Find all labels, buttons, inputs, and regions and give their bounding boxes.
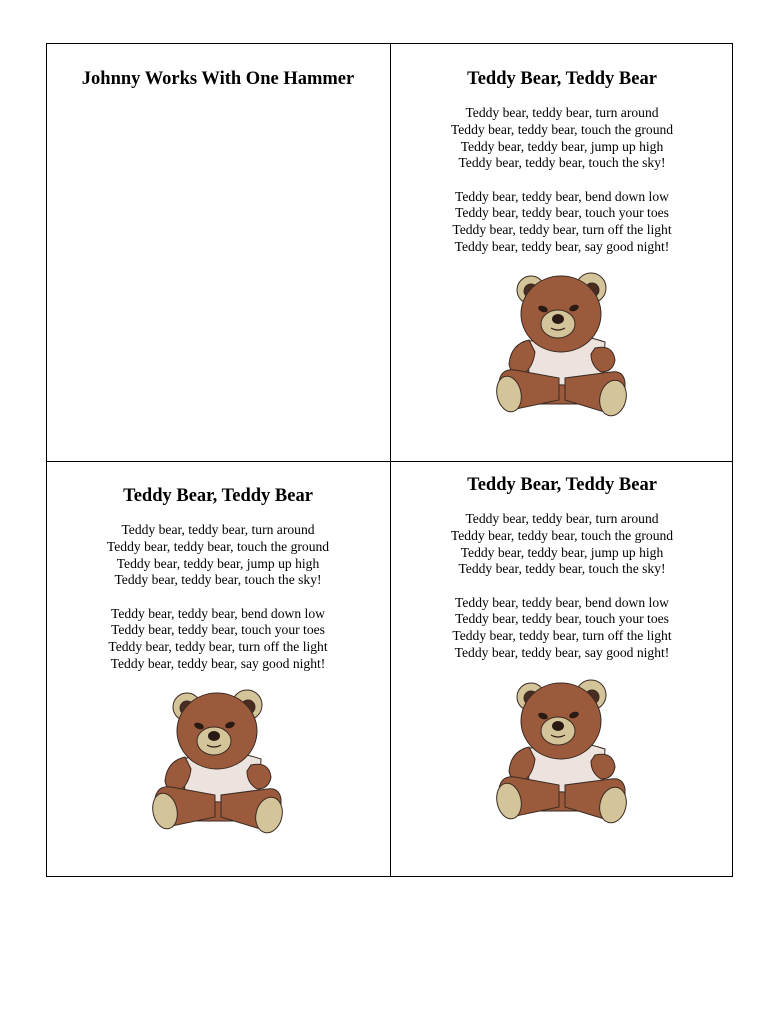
verse-line: Teddy bear, teddy bear, turn off the light bbox=[108, 639, 328, 655]
card-title: Teddy Bear, Teddy Bear bbox=[123, 486, 313, 506]
verse-line: Teddy bear, teddy bear, touch the sky! bbox=[458, 155, 666, 171]
verse-1 bbox=[391, 105, 733, 172]
verse-line: Teddy bear, teddy bear, say good night! bbox=[110, 656, 326, 672]
verse-line: Teddy bear, teddy bear, turn off the light bbox=[452, 222, 672, 238]
verse-line: Teddy bear, teddy bear, touch the sky! bbox=[114, 572, 322, 588]
verse-line: Teddy bear, teddy bear, touch your toes bbox=[455, 611, 669, 627]
card-bottom-left bbox=[47, 462, 389, 841]
card-title: Johnny Works With One Hammer bbox=[81, 69, 355, 89]
card-bottom-right bbox=[391, 462, 733, 831]
verse-line: Teddy bear, teddy bear, jump up high bbox=[460, 138, 664, 154]
verse-line: Teddy bear, teddy bear, turn around bbox=[465, 511, 659, 526]
card-title: Teddy Bear, Teddy Bear bbox=[467, 475, 657, 495]
verse-line: Teddy bear, teddy bear, say good night! bbox=[454, 645, 670, 661]
card-title: Teddy Bear, Teddy Bear bbox=[467, 69, 657, 89]
verse-line: Teddy bear, teddy bear, say good night! bbox=[454, 239, 670, 255]
verse-line: Teddy bear, teddy bear, touch your toes bbox=[455, 205, 669, 221]
verse-line: Teddy bear, teddy bear, touch the sky! bbox=[458, 561, 666, 577]
teddy-bear-image bbox=[495, 272, 629, 424]
verse-line: Teddy bear, teddy bear, turn off the light bbox=[452, 628, 672, 644]
verse-2 bbox=[391, 595, 733, 662]
verse-line: Teddy bear, teddy bear, bend down low bbox=[455, 594, 669, 610]
verse-1 bbox=[47, 522, 389, 589]
verse-1 bbox=[391, 511, 733, 578]
card-grid bbox=[46, 43, 733, 877]
teddy-bear-image bbox=[151, 689, 285, 841]
verse-line: Teddy bear, teddy bear, turn around bbox=[465, 105, 659, 120]
card-top-left bbox=[47, 44, 389, 90]
verse-line: Teddy bear, teddy bear, bend down low bbox=[455, 188, 669, 204]
verse-line: Teddy bear, teddy bear, touch the ground bbox=[450, 121, 674, 137]
verse-2 bbox=[47, 606, 389, 673]
verse-line: Teddy bear, teddy bear, touch the ground bbox=[106, 538, 330, 554]
verse-2 bbox=[391, 189, 733, 256]
verse-line: Teddy bear, teddy bear, turn around bbox=[121, 522, 315, 537]
verse-line: Teddy bear, teddy bear, touch your toes bbox=[111, 622, 325, 638]
verse-line: Teddy bear, teddy bear, jump up high bbox=[460, 544, 664, 560]
teddy-bear-image bbox=[495, 679, 629, 831]
verse-line: Teddy bear, teddy bear, jump up high bbox=[116, 555, 320, 571]
verse-line: Teddy bear, teddy bear, touch the ground bbox=[450, 527, 674, 543]
card-top-right bbox=[391, 44, 733, 424]
verse-line: Teddy bear, teddy bear, bend down low bbox=[111, 605, 325, 621]
